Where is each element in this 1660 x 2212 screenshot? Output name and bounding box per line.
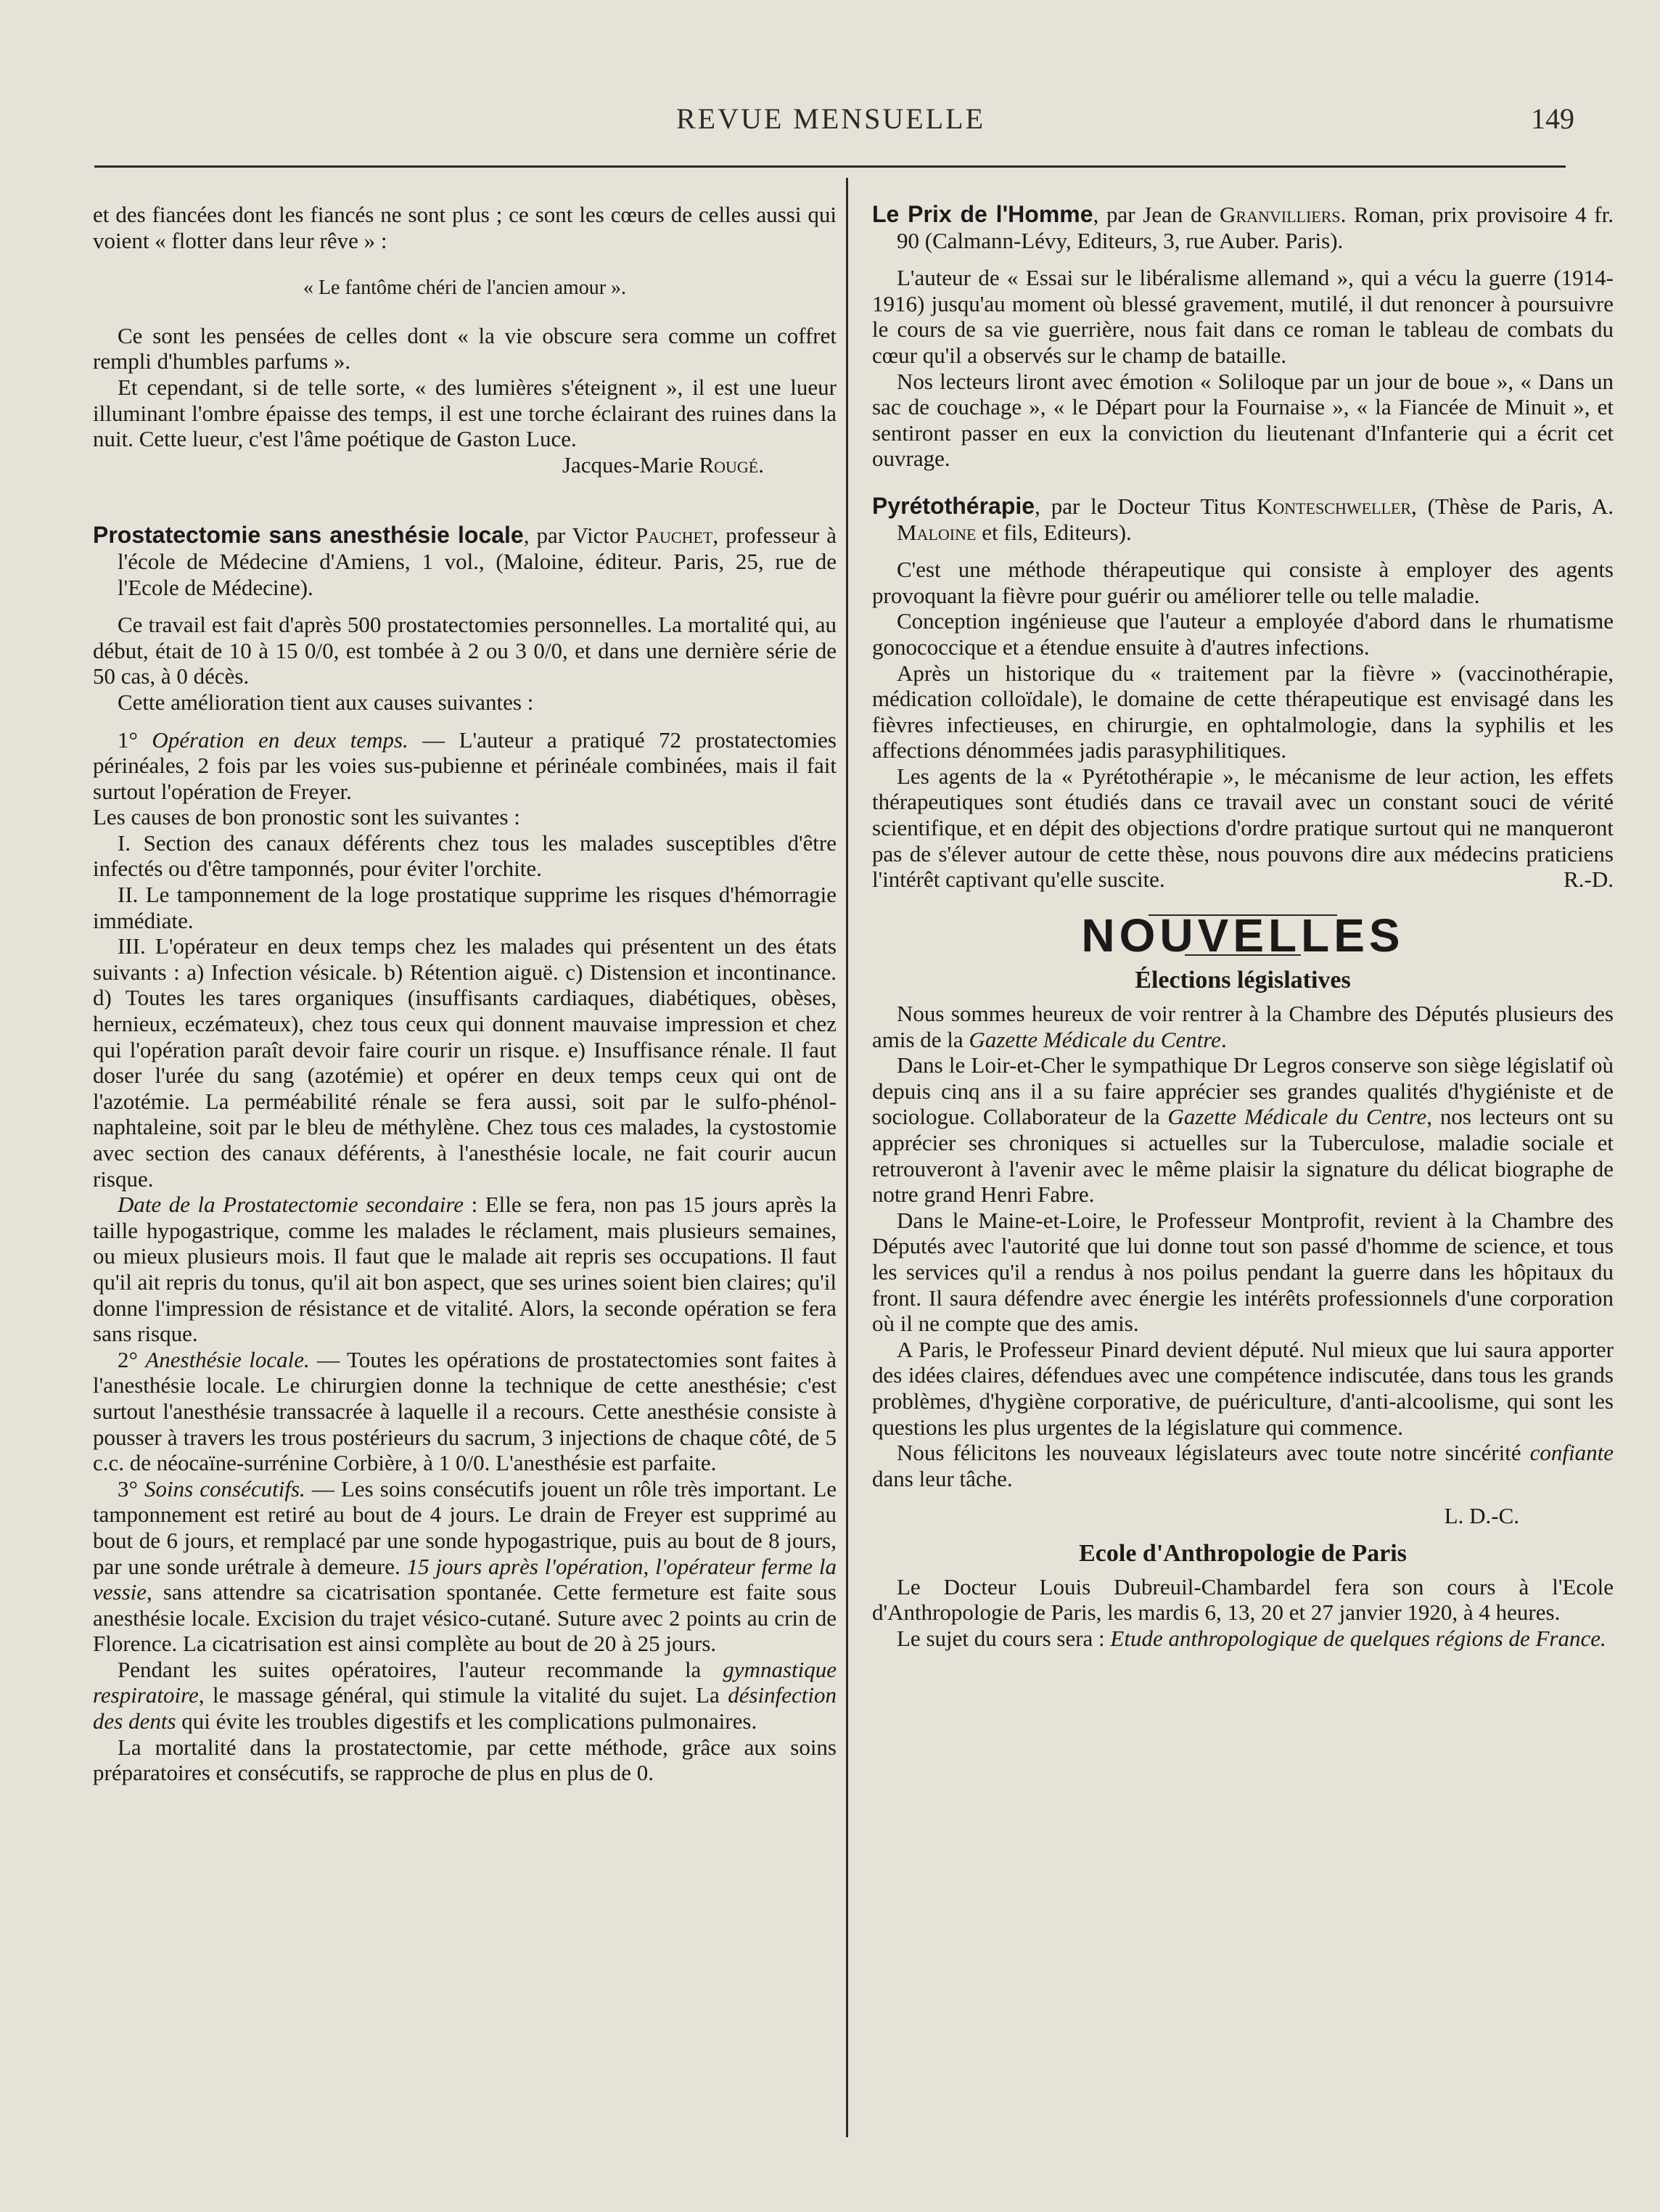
book-review-heading <box>872 493 1614 545</box>
list-item: I. Section des canaux déférents chez tous les malades susceptibles d'être infectés ou d'être tamponnés, pour éviter l'orchite. <box>93 830 837 882</box>
text: dans leur tâche. <box>872 1465 1013 1491</box>
column-rule <box>846 178 848 2137</box>
paragraph: Conception ingénieuse que l'auteur a employée d'abord dans le rhumatisme gonococcique et a étendue ensuite à d'autres infections. <box>872 608 1614 660</box>
paragraph: Le Docteur Louis Dubreuil-Chambardel fera son cours à l'Ecole d'Anthropologie de Paris, les mardis 6, 13, 20 et 27 janvier 1920, à 4 heures. <box>872 1573 1614 1626</box>
item-emphasis: 15 jours après l'opération, l'opérateur ferme la vessie <box>93 1553 837 1605</box>
item-text: — Toutes les opérations de prostatectomies sont faites à l'anesthésie locale. Le chirurgien donne la technique de cette anesthésie; c'est surtout l'anesthésie transsacrée à laquelle il a recours. Cette anesthésie consiste à pousser à travers les trous postérieurs du sacrum, 3 injections de chaque côté, de 5 c.c. de néocaïne-surrénine Corbière, à 1 0/0. L'anesthésie est parfaite. <box>93 1346 837 1476</box>
text: , nos lecteurs ont su apprécier ses chroniques si actuelles sur la Tuberculose, maladie sociale et retrouveront à l'avenir avec le même plaisir la signature du délicat biographe de notre grand Henri Fabre. <box>872 1104 1614 1208</box>
signature <box>93 452 837 478</box>
signature-surname: Rougé. <box>699 451 764 478</box>
list-item: II. Le tamponnement de la loge prostatique supprime les risques d'hémorragie immédiate. <box>93 882 837 933</box>
paragraph <box>872 763 1614 893</box>
book-author: Pauchet <box>635 523 713 549</box>
text: Dans le Loir-et-Cher le sympathique Dr Legros conserve son siège législatif où depuis cinq ans il a su faire apprécier ses grandes qualités d'hygiéniste et de sociologue. Collaborateur de la <box>872 1052 1614 1130</box>
book-title: Prostatectomie sans anesthésie locale <box>93 522 524 549</box>
right-column <box>872 202 1614 1651</box>
book-by: , par Jean de <box>1093 202 1212 227</box>
book-by: , par Victor <box>523 523 628 549</box>
emphasis: désinfection des dents <box>93 1682 837 1734</box>
signature: R.-D. <box>1564 867 1614 893</box>
book-details: et fils, Editeurs). <box>976 519 1132 545</box>
paragraph: Après un historique du « traitement par la fièvre » (vaccinothérapie, médication colloïdale), le domaine de cette thérapeutique est envisagé dans les fièvres infectieuses, en chirurgie, en ophtalmologie, dans la syphilis et les affections dénommées jadis parasyphilitiques. <box>872 660 1614 763</box>
list-number: 3° <box>118 1475 138 1502</box>
book-by: , par le Docteur Titus <box>1035 493 1246 519</box>
left-column <box>93 202 837 1786</box>
book-details: , (Thèse de Paris, A. <box>1411 493 1614 519</box>
list-item <box>93 1347 837 1476</box>
list-number: 2° <box>118 1346 138 1372</box>
paragraph <box>872 1440 1614 1491</box>
item-title: Opération en deux temps. <box>152 726 408 753</box>
paragraph <box>872 1052 1614 1208</box>
book-title: Pyrétothérapie <box>872 492 1035 519</box>
paragraph: La mortalité dans la prostatectomie, par cette méthode, grâce aux soins préparatoires et consécutifs, se rapproche de plus en plus de 0. <box>93 1734 837 1786</box>
list-item <box>93 727 837 805</box>
paragraph <box>872 1626 1614 1652</box>
signature-name: Jacques-Marie <box>562 451 694 478</box>
paragraph <box>93 1657 837 1734</box>
paragraph: et des fiancées dont les fiancés ne sont plus ; ce sont les cœurs de celles aussi qui voient « flotter dans leur rêve » : <box>93 202 837 253</box>
page-number: 149 <box>1531 102 1574 135</box>
list-item <box>93 1476 837 1657</box>
paragraph: A Paris, le Professeur Pinard devient député. Nul mieux que lui saura apporter des idées claires, défendues avec une compétence indiscutée, dans tous les grands problèmes, d'hygiène corporative, de puériculture, d'anti-alcoolisme, qui sont les questions les plus urgentes de la législature qui commence. <box>872 1336 1614 1440</box>
running-title: REVUE MENSUELLE <box>675 102 986 135</box>
text: Nous félicitons les nouveaux législateurs avec toute notre sincérité <box>897 1440 1530 1466</box>
emphasis: Gazette Médicale du Centre <box>969 1026 1221 1052</box>
item-title: Anesthésie locale. <box>145 1346 310 1372</box>
item-text: — L'auteur a pratiqué 72 prostatectomies périnéales, 2 fois par les voies sus-pubienne et périnéale combinées, mais il fait surtout l'opération de Freyer. <box>93 726 837 804</box>
paragraph: Et cependant, si de telle sorte, « des lumières s'éteignent », il est une lueur illuminant l'ombre épaisse des temps, il est une torche éclairant des ruines dans la nuit. Cette lueur, c'est l'âme poétique de Gaston Luce. <box>93 374 837 452</box>
section-heading: NOUVELLES <box>1081 909 1405 962</box>
subsection-title: Élections législatives <box>1135 967 1351 994</box>
text: Le sujet du cours sera : <box>897 1625 1111 1651</box>
text: Les agents de la « Pyrétothérapie », le mécanisme de leur action, les effets thérapeutiques sont étudiés dans ce travail avec un constant souci de vérité scientifique, et en dépit des objections d'ordre pratique surtout qui ne manqueront pas de s'élever autour de cette thèse, nous pouvons dire aux médecins praticiens l'intérêt captivant qu'elle suscite. <box>872 763 1614 893</box>
item-title: Soins consécutifs. <box>144 1475 305 1502</box>
book-details: , professeur à l'école de Médecine d'Amiens, 1 vol., (Maloine, éditeur. Paris, 25, rue de l'Ecole de Médecine). <box>118 523 837 600</box>
text: qui évite les troubles digestifs et les complications pulmonaires. <box>176 1708 757 1734</box>
paragraph: Ce travail est fait d'après 500 prostatectomies personnelles. La mortalité qui, au début, était de 10 à 15 0/0, est tombée à 2 ou 3 0/0, et dans une dernière série de 50 cas, à 0 décès. <box>93 612 837 689</box>
page-header <box>87 102 1574 145</box>
header-rule <box>94 165 1566 168</box>
book-review-heading <box>872 202 1614 253</box>
emphasis: Etude anthropologique de quelques régions de France. <box>1110 1625 1606 1651</box>
text: Pendant les suites opératoires, l'auteur recommande la <box>118 1656 723 1682</box>
paragraph: Les causes de bon pronostic sont les suivantes : <box>93 804 520 830</box>
book-author: Granvilliers <box>1220 202 1341 227</box>
book-title: Le Prix de l'Homme <box>872 201 1093 227</box>
quote: « Le fantôme chéri de l'ancien amour ». <box>303 276 627 300</box>
paragraph <box>872 1001 1614 1052</box>
item-text: , sans attendre sa cicatrisation spontanée. Cette fermeture est faite sous anesthésie locale. Excision du trajet vésico-cutané. Suture avec 2 points au crin de Florence. La cicatrisation est ainsi complète au bout de 20 à 25 jours. <box>93 1579 837 1657</box>
emphasis: gymnastique respiratoire <box>93 1656 837 1708</box>
paragraph: L'auteur de « Essai sur le libéralisme allemand », qui a vécu la guerre (1914-1916) jusqu'au moment où blessé gravement, mutilé, il dut renoncer à poursuivre le cours de sa vie guerrière, nous fait dans ce roman le tableau de combats du cœur qu'il a observés sur le champ de bataille. <box>872 265 1614 368</box>
emphasis: Gazette Médicale du Centre <box>1167 1104 1427 1130</box>
text: , le massage général, qui stimule la vitalité du sujet. La <box>198 1682 728 1708</box>
list-number: 1° <box>118 726 138 753</box>
book-review-heading <box>93 523 837 600</box>
text: . <box>1220 1026 1227 1052</box>
paragraph: Cette amélioration tient aux causes suivantes : <box>118 689 534 715</box>
book-details: . Roman, prix provisoire 4 fr. 90 (Calmann-Lévy, Editeurs, 3, rue Auber. Paris). <box>897 202 1614 253</box>
item-text: — Les soins consécutifs jouent un rôle très important. Le tamponnement est retiré au bout de 4 jours. Le drain de Freyer est supprimé au bout de 6 jours, et remplacé par une sonde hypogastrique, puis au bout de 8 jours, par une sonde urétrale à demeure. <box>93 1475 837 1579</box>
paragraph: Nos lecteurs liront avec émotion « Soliloque par un jour de boue », « Dans un sac de couchage », « le Départ pour la Fournaise », « la Fiancée de Minuit », et sentiront passer en eux la conviction du lieutenant d'Infanterie qui a écrit cet ouvrage. <box>872 368 1614 472</box>
item-title: Date de la Prostatectomie secondaire <box>118 1192 464 1218</box>
paragraph: Ce sont les pensées de celles dont « la vie obscure sera comme un coffret rempli d'humbles parfums ». <box>93 322 837 374</box>
list-item: III. L'opérateur en deux temps chez les malades qui présentent un des états suivants : a) Infection vésicale. b) Rétention aiguë. c) Distension et incontinance. d) Toutes les tares organiques (insuffisants cardiaques, diabétiques, obèses, hernieux, eczémateux), chez tous ceux qui donnent mauvaise impression et chez qui l'opération paraît devoir faire courir un risque. e) Insuffisance rénale. Il faut doser l'urée du sang (azotémie) et opérer en deux temps ceux qui ont de l'azotémie. La perméabilité rénale se fera aussi, soit par le sulfo-phénol-naphtaleine, soit par le bleu de méthylène. Chez tous ces malades, la cystostomie avec section des canaux déférents, à l'anesthésie locale, ne fait courir aucun risque. <box>93 933 837 1192</box>
book-publisher: Maloine <box>897 519 977 545</box>
text: Nous sommes heureux de voir rentrer à la Chambre des Députés plusieurs des amis de la <box>872 1001 1614 1052</box>
subsection-title: Ecole d'Anthropologie de Paris <box>1079 1539 1407 1567</box>
emphasis: confiante <box>1529 1440 1614 1466</box>
signature: L. D.-C. <box>1444 1503 1519 1529</box>
paragraph <box>93 1192 837 1347</box>
paragraph: Dans le Maine-et-Loire, le Professeur Montprofit, revient à la Chambre des Députés avec l'autorité que lui donne tout son passé d'homme de science, et tous les services qu'il a rendus à nos poilus pendant la guerre dans les hôpitaux du front. Il saura défendre avec énergie les intérêts professionnels d'une corporation où il ne compte que des amis. <box>872 1207 1614 1337</box>
item-text: : Elle se fera, non pas 15 jours après la taille hypogastrique, comme les malades le réclament, mais plusieurs semaines, ou mieux plusieurs mois. Il faut que le malade ait repris ses occupations. Il faut qu'il ait repris du tonus, qu'il ait bon aspect, que ses urines soient bien claires; qu'il donne l'impression de résistance et de vitalité. Alors, la seconde opération se fera sans risque. <box>93 1192 837 1347</box>
paragraph: C'est une méthode thérapeutique qui consiste à employer des agents provoquant la fièvre pour guérir ou améliorer telle ou telle maladie. <box>872 557 1614 608</box>
book-author: Konteschweller <box>1257 493 1412 519</box>
